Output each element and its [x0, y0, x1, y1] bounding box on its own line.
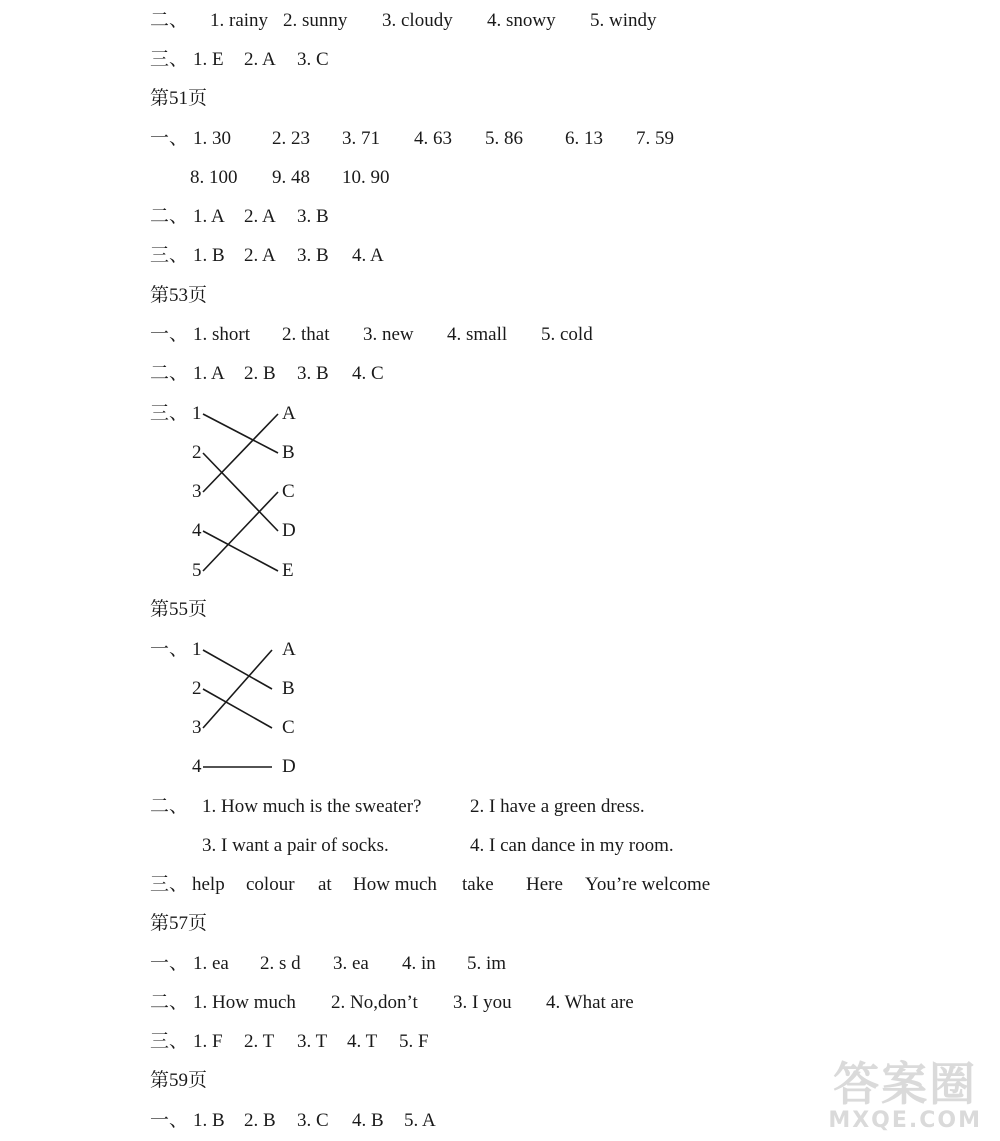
section-label: 三、	[150, 245, 189, 266]
answer-item: 5. A	[404, 1110, 436, 1131]
answer-item: 4. C	[352, 363, 384, 384]
answer-item: 4. T	[347, 1031, 378, 1052]
answer-item: 5. im	[467, 953, 507, 974]
answer-item: 1. How much is the sweater?	[202, 796, 422, 817]
answer-item: colour	[246, 874, 295, 895]
watermark-logo	[828, 1059, 982, 1133]
answer-item: 1. E	[193, 49, 224, 70]
watermark-top: 答案圈	[833, 1057, 978, 1111]
answer-item: 10. 90	[342, 167, 390, 188]
answer-item: 2. sunny	[283, 10, 348, 31]
page-heading: 第57页	[150, 913, 208, 934]
match-connector	[203, 650, 272, 728]
answer-item: 1. How much	[193, 992, 296, 1013]
match-left-item: 4	[192, 520, 202, 541]
section-label: 一、	[150, 1110, 189, 1131]
section-label: 一、	[150, 953, 189, 974]
answer-item: 5. windy	[590, 10, 657, 31]
matching-55-label: 一、	[150, 639, 189, 660]
watermark-bottom: MXQE.COM	[828, 1108, 982, 1133]
answer-item: How much	[353, 874, 437, 895]
answer-item: 4. I can dance in my room.	[470, 835, 674, 856]
answer-item: 3. new	[363, 324, 414, 345]
match-left-item: 4	[192, 756, 202, 777]
matching-53-label: 三、	[150, 403, 189, 424]
answer-item: 6. 13	[565, 128, 603, 149]
section-label: 三、	[150, 49, 189, 70]
match-left-item: 2	[192, 442, 202, 463]
answer-item: 2. A	[244, 245, 276, 266]
match-left-item: 3	[192, 481, 202, 502]
answer-item: 3. I you	[453, 992, 512, 1013]
answer-item: 4. B	[352, 1110, 384, 1131]
answer-item: 2. B	[244, 1110, 276, 1131]
answer-item: 3. C	[297, 49, 329, 70]
answer-item: 3. T	[297, 1031, 328, 1052]
match-left-item: 5	[192, 560, 202, 581]
answer-item: 5. F	[399, 1031, 429, 1052]
answer-item: 4. A	[352, 245, 384, 266]
answer-item: at	[318, 874, 332, 895]
answer-item: Here	[526, 874, 563, 895]
answer-item: 8. 100	[190, 167, 238, 188]
section-label: 三、	[150, 1031, 189, 1052]
answer-item: 3. cloudy	[382, 10, 453, 31]
page-heading: 第53页	[150, 285, 208, 306]
section-label: 二、	[150, 10, 189, 31]
answer-item: 2. A	[244, 49, 276, 70]
answer-item: 3. B	[297, 245, 329, 266]
section-label: 二、	[150, 363, 189, 384]
answer-item: 1. rainy	[210, 10, 269, 31]
match-right-item: B	[282, 442, 295, 463]
answer-item: help	[192, 874, 225, 895]
answer-item: 3. 71	[342, 128, 380, 149]
match-right-item: A	[282, 403, 296, 424]
match-left-item: 1	[192, 639, 202, 660]
section-label: 一、	[150, 128, 189, 149]
section-label: 三、	[150, 874, 189, 895]
answer-item: 2. 23	[272, 128, 310, 149]
answer-item: 4. in	[402, 953, 436, 974]
match-right-item: C	[282, 717, 295, 738]
answer-item: 9. 48	[272, 167, 310, 188]
answer-item: 4. snowy	[487, 10, 556, 31]
match-right-item: E	[282, 560, 294, 581]
match-left-item: 2	[192, 678, 202, 699]
answer-item: 2. T	[244, 1031, 275, 1052]
answer-item: 4. 63	[414, 128, 452, 149]
answer-item: 1. A	[193, 363, 225, 384]
answer-item: 2. B	[244, 363, 276, 384]
answer-item: 1. 30	[193, 128, 231, 149]
answer-item: 3. C	[297, 1110, 329, 1131]
answer-item: 5. 86	[485, 128, 523, 149]
answer-item: 2. I have a green dress.	[470, 796, 645, 817]
answer-item: 5. cold	[541, 324, 593, 345]
answer-item: 1. F	[193, 1031, 223, 1052]
section-label: 一、	[150, 324, 189, 345]
answer-item: 4. What are	[546, 992, 634, 1013]
answer-item: 3. B	[297, 206, 329, 227]
answer-item: 4. small	[447, 324, 508, 345]
match-right-item: C	[282, 481, 295, 502]
page-heading: 第55页	[150, 599, 208, 620]
answer-item: 1. ea	[193, 953, 229, 974]
match-right-item: D	[282, 520, 296, 541]
answer-item: 1. B	[193, 1110, 225, 1131]
answer-item: 2. A	[244, 206, 276, 227]
answer-item: take	[462, 874, 494, 895]
match-right-item: D	[282, 756, 296, 777]
match-left-item: 1	[192, 403, 202, 424]
page-heading: 第51页	[150, 88, 208, 109]
page-heading: 第59页	[150, 1070, 208, 1091]
answer-item: 3. ea	[333, 953, 369, 974]
answer-item: 3. B	[297, 363, 329, 384]
answer-item: You’re welcome	[585, 874, 711, 895]
match-connector	[203, 650, 272, 689]
match-left-item: 3	[192, 717, 202, 738]
section-label: 二、	[150, 796, 189, 817]
answer-item: 7. 59	[636, 128, 674, 149]
match-right-item: B	[282, 678, 295, 699]
section-label: 二、	[150, 206, 189, 227]
answer-item: 2. s d	[260, 953, 301, 974]
section-label: 二、	[150, 992, 189, 1013]
answer-item: 2. that	[282, 324, 330, 345]
match-right-item: A	[282, 639, 296, 660]
answer-item: 2. No,don’t	[331, 992, 418, 1013]
match-connector	[203, 689, 272, 728]
answer-item: 1. short	[193, 324, 250, 345]
answer-item: 1. B	[193, 245, 225, 266]
answer-item: 1. A	[193, 206, 225, 227]
answer-item: 3. I want a pair of socks.	[202, 835, 389, 856]
